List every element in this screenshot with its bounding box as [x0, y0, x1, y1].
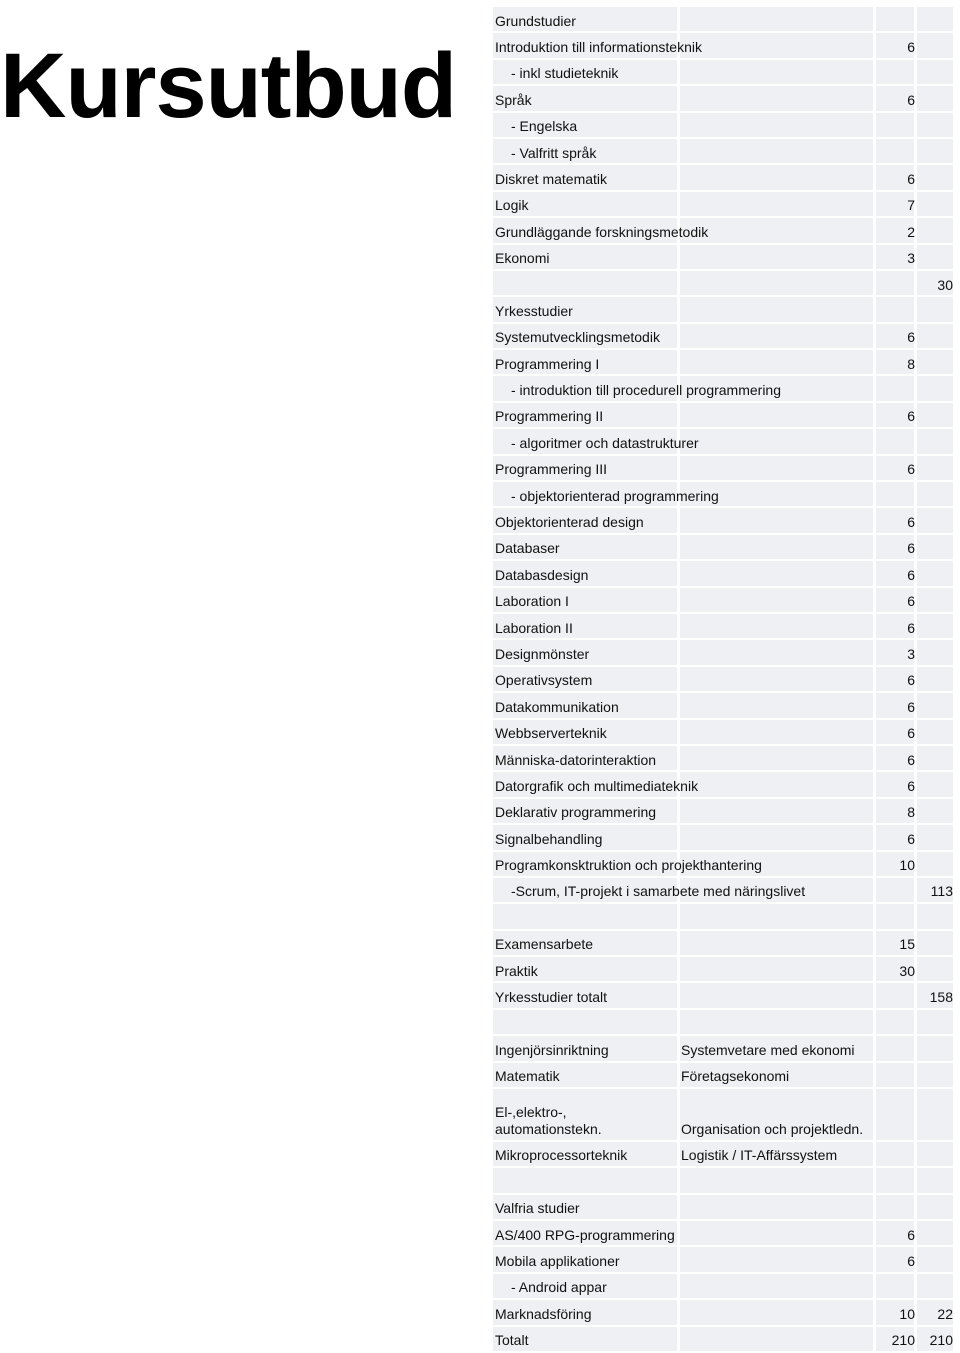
course-name: Signalbehandling: [495, 830, 603, 847]
table-row: [493, 1142, 953, 1168]
table-cell-bg: [680, 931, 873, 955]
table-row: [493, 878, 953, 904]
section-total: 158: [929, 989, 953, 1006]
course-name: - inkl studieteknik: [511, 65, 619, 82]
table-cell-bg: [680, 561, 873, 585]
course-name: Människa-datorinteraktion: [495, 751, 657, 768]
credits-value: 8: [907, 804, 915, 821]
credits-value: 3: [907, 645, 915, 662]
credits-value: 210: [891, 1332, 915, 1349]
table-cell-bg: [917, 535, 953, 559]
credits-value: 6: [907, 540, 915, 557]
table-cell-bg: [917, 245, 953, 269]
table-row: [493, 640, 953, 666]
table-cell-bg: [917, 720, 953, 744]
table-cell-bg: [680, 825, 873, 849]
credits-value: 6: [907, 1226, 915, 1243]
table-cell-bg: [876, 113, 914, 137]
table-cell-bg: [680, 218, 873, 242]
course-name: Mobila applikationer: [495, 1252, 620, 1269]
table-cell-bg: [917, 1195, 953, 1219]
table-row: [493, 456, 953, 482]
section-total: 113: [930, 883, 953, 900]
table-cell-bg: [680, 350, 873, 374]
course-name: Programmering III: [495, 461, 608, 478]
credits-value: 2: [907, 223, 915, 240]
credits-value: 6: [907, 1252, 915, 1269]
course-name: Ekonomi: [495, 250, 550, 267]
course-name: Programmering I: [495, 355, 600, 372]
course-name: Designmönster: [495, 645, 590, 662]
course-name: Praktik: [495, 962, 538, 979]
table-row: [493, 1221, 953, 1247]
course-name-alt: Logistik / IT-Affärssystem: [681, 1147, 838, 1164]
table-row: [493, 482, 953, 508]
table-row: [493, 192, 953, 218]
course-name: Yrkesstudier: [495, 302, 573, 319]
table-cell-bg: [917, 1142, 953, 1166]
table-cell-bg: [876, 7, 914, 31]
credits-value: 6: [907, 566, 915, 583]
table-row: [493, 324, 953, 350]
table-row: [493, 350, 953, 376]
table-cell-bg: [680, 456, 873, 480]
credits-value: 6: [907, 408, 915, 425]
course-name: -Scrum, IT-projekt i samarbete med näringslivet: [511, 883, 806, 900]
table-row: [493, 113, 953, 139]
table-row: [493, 1327, 953, 1353]
course-name: Databasdesign: [495, 566, 589, 583]
course-name: Systemutvecklingsmetodik: [495, 329, 660, 346]
credits-value: 7: [907, 197, 915, 214]
credits-value: 6: [907, 593, 915, 610]
table-cell-bg: [917, 931, 953, 955]
course-name: - Valfritt språk: [511, 144, 597, 161]
table-row: [493, 931, 953, 957]
table-cell-bg: [680, 192, 873, 216]
course-name: Grundläggande forskningsmetodik: [495, 223, 709, 240]
table-cell-bg: [680, 693, 873, 717]
credits-value: 6: [907, 777, 915, 794]
table-row: [493, 139, 953, 165]
table-cell-bg: [917, 482, 953, 506]
table-row: [493, 983, 953, 1009]
table-row: [493, 165, 953, 191]
table-row: [493, 825, 953, 851]
credits-value: 15: [899, 936, 915, 953]
section-total: 22: [937, 1305, 953, 1322]
table-row: [493, 904, 953, 930]
table-cell-bg: [917, 561, 953, 585]
table-cell-bg: [917, 614, 953, 638]
table-cell-bg: [680, 1221, 873, 1245]
course-name: Yrkesstudier totalt: [495, 989, 608, 1006]
credits-value: 30: [899, 962, 915, 979]
table-cell-bg: [876, 139, 914, 163]
course-name: Marknadsföring: [495, 1305, 592, 1322]
section-total: 210: [929, 1332, 953, 1349]
table-row: [493, 535, 953, 561]
table-cell-bg: [680, 1195, 873, 1219]
table-row: [493, 588, 953, 614]
table-row: [493, 376, 953, 402]
table-cell-bg: [917, 324, 953, 348]
table-row: [493, 1010, 953, 1036]
table-row: [493, 218, 953, 244]
course-name-alt: Organisation och projektledn.: [681, 1121, 864, 1138]
table-cell-bg: [917, 7, 953, 31]
course-name: Datorgrafik och multimediateknik: [495, 777, 699, 794]
table-cell-bg: [876, 1089, 914, 1140]
credits-value: 6: [907, 170, 915, 187]
table-cell-bg: [917, 1063, 953, 1087]
table-cell-bg: [917, 350, 953, 374]
table-cell-bg: [680, 271, 873, 295]
course-name: Diskret matematik: [495, 170, 608, 187]
table-cell-bg: [680, 1168, 873, 1192]
table-cell-bg: [917, 904, 953, 928]
table-cell-bg: [917, 1221, 953, 1245]
table-cell-bg: [680, 535, 873, 559]
table-row: [493, 1247, 953, 1273]
section-total: 30: [937, 276, 953, 293]
table-row: [493, 508, 953, 534]
table-cell-bg: [680, 772, 873, 796]
table-cell-bg: [680, 983, 873, 1007]
table-row: [493, 693, 953, 719]
table-cell-bg: [680, 508, 873, 532]
table-cell-bg: [680, 904, 873, 928]
table-cell-bg: [917, 113, 953, 137]
table-cell-bg: [917, 772, 953, 796]
table-cell-bg: [680, 640, 873, 664]
table-cell-bg: [493, 1010, 677, 1034]
table-cell-bg: [917, 1010, 953, 1034]
table-cell-bg: [680, 403, 873, 427]
table-cell-bg: [680, 297, 873, 321]
credits-value: 6: [907, 514, 915, 531]
table-cell-bg: [917, 667, 953, 691]
table-cell-bg: [493, 271, 677, 295]
table-cell-bg: [917, 1036, 953, 1060]
table-cell-bg: [917, 1168, 953, 1192]
table-cell-bg: [917, 33, 953, 57]
table-cell-bg: [917, 508, 953, 532]
table-row: [493, 1063, 953, 1089]
course-name: Webbserverteknik: [495, 725, 607, 742]
table-cell-bg: [680, 165, 873, 189]
table-row: [493, 1300, 953, 1326]
course-name: Operativsystem: [495, 672, 593, 689]
table-cell-bg: [680, 720, 873, 744]
table-cell-bg: [680, 957, 873, 981]
table-row: [493, 799, 953, 825]
table-cell-bg: [917, 139, 953, 163]
table-cell-bg: [917, 1274, 953, 1298]
credits-value: 10: [899, 857, 915, 874]
table-cell-bg: [876, 904, 914, 928]
course-name: El-,elektro-, automationstekn.: [495, 1104, 602, 1138]
table-row: [493, 297, 953, 323]
table-row: [493, 86, 953, 112]
table-row: [493, 245, 953, 271]
course-name: Programmering II: [495, 408, 604, 425]
table-cell-bg: [680, 1247, 873, 1271]
course-name: Introduktion till informationsteknik: [495, 38, 702, 55]
table-cell-bg: [917, 799, 953, 823]
table-cell-bg: [680, 324, 873, 348]
course-name: Programkonsktruktion och projekthantering: [495, 857, 762, 874]
course-name: Mikroprocessorteknik: [495, 1147, 628, 1164]
table-cell-bg: [917, 957, 953, 981]
table-cell-bg: [876, 1274, 914, 1298]
table-cell-bg: [680, 33, 873, 57]
table-row: [493, 1274, 953, 1300]
course-name: Databaser: [495, 540, 560, 557]
table-cell-bg: [917, 403, 953, 427]
table-row: [493, 1089, 953, 1142]
course-name: Språk: [495, 91, 532, 108]
table-cell-bg: [917, 852, 953, 876]
table-row: [493, 957, 953, 983]
table-cell-bg: [917, 640, 953, 664]
course-name: - objektorienterad programmering: [511, 487, 719, 504]
table-cell-bg: [680, 86, 873, 110]
table-row: [493, 60, 953, 86]
table-row: [493, 772, 953, 798]
table-row: [493, 1195, 953, 1221]
table-cell-bg: [876, 878, 914, 902]
table-row: [493, 561, 953, 587]
course-name: Objektorienterad design: [495, 514, 644, 531]
table-cell-bg: [680, 1274, 873, 1298]
course-name: Grundstudier: [495, 12, 576, 29]
table-row: [493, 7, 953, 33]
course-name: Laboration II: [495, 619, 573, 636]
table-cell-bg: [680, 614, 873, 638]
table-cell-bg: [680, 139, 873, 163]
credits-value: 6: [907, 329, 915, 346]
table-cell-bg: [680, 7, 873, 31]
credits-value: 6: [907, 725, 915, 742]
credits-value: 6: [907, 830, 915, 847]
table-cell-bg: [917, 1089, 953, 1140]
table-row: [493, 614, 953, 640]
table-row: [493, 852, 953, 878]
table-cell-bg: [917, 746, 953, 770]
table-cell-bg: [917, 1247, 953, 1271]
course-name: Datakommunikation: [495, 698, 619, 715]
course-name: - Android appar: [511, 1279, 607, 1296]
course-name: - Engelska: [511, 118, 578, 135]
table-cell-bg: [876, 1036, 914, 1060]
table-cell-bg: [493, 1168, 677, 1192]
credits-value: 6: [907, 751, 915, 768]
table-cell-bg: [680, 746, 873, 770]
table-cell-bg: [680, 588, 873, 612]
course-name: Ingenjörsinriktning: [495, 1041, 609, 1058]
table-cell-bg: [680, 60, 873, 84]
table-cell-bg: [876, 297, 914, 321]
course-name: Deklarativ programmering: [495, 804, 657, 821]
credits-value: 6: [907, 91, 915, 108]
table-cell-bg: [680, 1327, 873, 1351]
table-row: [493, 403, 953, 429]
course-table: [493, 7, 953, 1353]
credits-value: 6: [907, 461, 915, 478]
table-cell-bg: [917, 297, 953, 321]
credits-value: 8: [907, 355, 915, 372]
credits-value: 6: [907, 38, 915, 55]
table-row: [493, 1168, 953, 1194]
table-cell-bg: [680, 113, 873, 137]
table-cell-bg: [917, 456, 953, 480]
table-cell-bg: [917, 60, 953, 84]
table-cell-bg: [876, 1142, 914, 1166]
table-row: [493, 271, 953, 297]
table-row: [493, 667, 953, 693]
table-cell-bg: [917, 192, 953, 216]
table-cell-bg: [917, 86, 953, 110]
table-cell-bg: [876, 983, 914, 1007]
course-name: Valfria studier: [495, 1200, 580, 1217]
table-cell-bg: [493, 904, 677, 928]
table-cell-bg: [876, 1010, 914, 1034]
table-cell-bg: [876, 271, 914, 295]
table-cell-bg: [876, 1195, 914, 1219]
table-cell-bg: [680, 667, 873, 691]
table-cell-bg: [876, 1168, 914, 1192]
table-cell-bg: [680, 245, 873, 269]
table-cell-bg: [876, 376, 914, 400]
table-row: [493, 720, 953, 746]
table-cell-bg: [876, 60, 914, 84]
table-cell-bg: [917, 218, 953, 242]
course-name: Laboration I: [495, 593, 569, 610]
table-cell-bg: [680, 1300, 873, 1324]
table-cell-bg: [876, 482, 914, 506]
table-cell-bg: [680, 429, 873, 453]
course-name: Matematik: [495, 1068, 560, 1085]
table-cell-bg: [680, 799, 873, 823]
credits-value: 3: [907, 250, 915, 267]
table-cell-bg: [917, 165, 953, 189]
course-name: Totalt: [495, 1332, 529, 1349]
table-cell-bg: [917, 693, 953, 717]
credits-value: 10: [899, 1305, 915, 1322]
credits-value: 6: [907, 672, 915, 689]
table-cell-bg: [876, 1063, 914, 1087]
table-cell-bg: [876, 429, 914, 453]
course-name: Examensarbete: [495, 936, 594, 953]
table-row: [493, 746, 953, 772]
course-name: - introduktion till procedurell programmering: [511, 382, 782, 399]
table-cell-bg: [917, 825, 953, 849]
course-name: - algoritmer och datastrukturer: [511, 434, 699, 451]
table-row: [493, 429, 953, 455]
course-name-alt: Systemvetare med ekonomi: [681, 1041, 855, 1058]
course-name: Logik: [495, 197, 529, 214]
table-cell-bg: [917, 429, 953, 453]
page-title: Kursutbud: [0, 35, 457, 137]
table-cell-bg: [917, 376, 953, 400]
course-name: AS/400 RPG-programmering: [495, 1226, 675, 1243]
table-cell-bg: [680, 1010, 873, 1034]
table-row: [493, 1036, 953, 1062]
table-row: [493, 33, 953, 59]
credits-value: 6: [907, 619, 915, 636]
table-cell-bg: [917, 588, 953, 612]
credits-value: 6: [907, 698, 915, 715]
course-name-alt: Företagsekonomi: [681, 1068, 790, 1085]
